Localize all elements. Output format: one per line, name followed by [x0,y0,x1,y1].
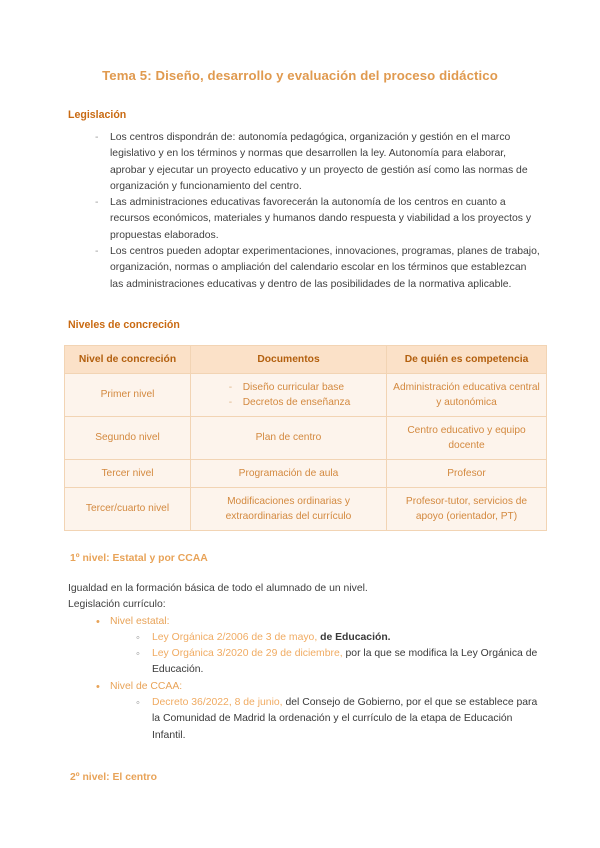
legal-reference: Decreto 36/2022, 8 de junio, [152,697,283,709]
list-item: - Los centros dispondrán de: autonomía pedagógica, organización y gestión en el marco legislativo y en los términos y normas que desarrollen la ley. Autonomía para elaborar, aprobar y ejecutar un proyecto educativo y un proyecto de gestión así como las normas de organización y funcionamiento del centro. [0,130,600,195]
list-item: - Las administraciones educativas favorecerán la autonomía de los centros en cuanto a recursos económicos, materiales y humanos dando respuesta y viabilidad a los proyectos y propuestas elaborados. [0,195,600,244]
subheading-nivel-1: 1º nivel: Estatal y por CCAA [70,552,208,564]
table-header-row [65,345,547,373]
nivel-1-content [0,564,600,744]
cell-dash-list [227,380,351,410]
list-item [110,695,542,744]
list-item: - Decretos de enseñanza [227,395,351,410]
legislacion-list [0,121,600,293]
list-item: - Los centros pueden adoptar experimentaciones, innovaciones, programas, planes de trabajo, organización, normas o ampliación del calendario escolar en los términos que establezcan las administraciones educativas y dentro de las posibilidades de la normativa aplicable. [0,244,600,293]
section-heading-legislacion: Legislación [68,109,127,121]
column-header-competencia: De quién es competencia [387,345,547,373]
column-header-nivel: Nivel de concreción [65,345,191,373]
reference-description: del Consejo de Gobierno, por el que se establece para la Comunidad de Madrid la ordenación y el currículo de la etapa de Educación Infantil. [152,697,538,741]
bullet-label: • Nivel estatal: [110,616,169,627]
subheading-nivel-2: 2º nivel: El centro [70,771,157,783]
legal-reference: Ley Orgánica 3/2020 de 29 de diciembre, [152,648,343,660]
cell-documentos: Plan de centro [191,416,387,459]
table-row [65,416,547,459]
entries-estatal [110,630,542,679]
cell-nivel: Tercer nivel [65,459,191,487]
intro-line-2: Legislación currículo: [68,599,166,611]
cell-competencia: Profesor [387,459,547,487]
reference-description: por la que se modifica la Ley Orgánica de Educación. [152,648,538,676]
legal-reference: Ley Orgánica 2/2006 de 3 de mayo, [152,631,318,643]
table-row [65,373,547,416]
table-row [65,487,547,530]
table-row [65,459,547,487]
intro-line-1: Igualdad en la formación básica de todo el alumnado de un nivel. [68,582,368,594]
cell-documentos [191,373,387,416]
cell-competencia: Profesor-tutor, servicios de apoyo (orientador, PT) [387,487,547,530]
bullet-group-ccaa [68,679,542,744]
cell-nivel: Tercer/cuarto nivel [65,487,191,530]
levels-table [64,345,547,531]
levels-table-wrapper [0,331,600,531]
list-item [110,646,542,679]
column-header-documentos: Documentos [191,345,387,373]
cell-nivel: Primer nivel [65,373,191,416]
bullet-label: • Nivel de CCAA: [110,681,182,692]
reference-description: de Educación. [317,631,391,643]
nivel-1-groups [68,614,542,744]
entries-ccaa [110,695,542,744]
cell-competencia: Centro educativo y equipo docente [387,416,547,459]
page-title: Tema 5: Diseño, desarrollo y evaluación del proceso didáctico [102,68,498,83]
list-item: - Diseño curricular base [227,380,351,395]
list-item [110,630,542,646]
cell-competencia: Administración educativa central y autonómica [387,373,547,416]
cell-nivel: Segundo nivel [65,416,191,459]
bullet-group-estatal [68,614,542,679]
cell-documentos: Modificaciones ordinarias y extraordinarias del currículo [191,487,387,530]
section-heading-niveles: Niveles de concreción [68,318,180,331]
cell-documentos: Programación de aula [191,459,387,487]
